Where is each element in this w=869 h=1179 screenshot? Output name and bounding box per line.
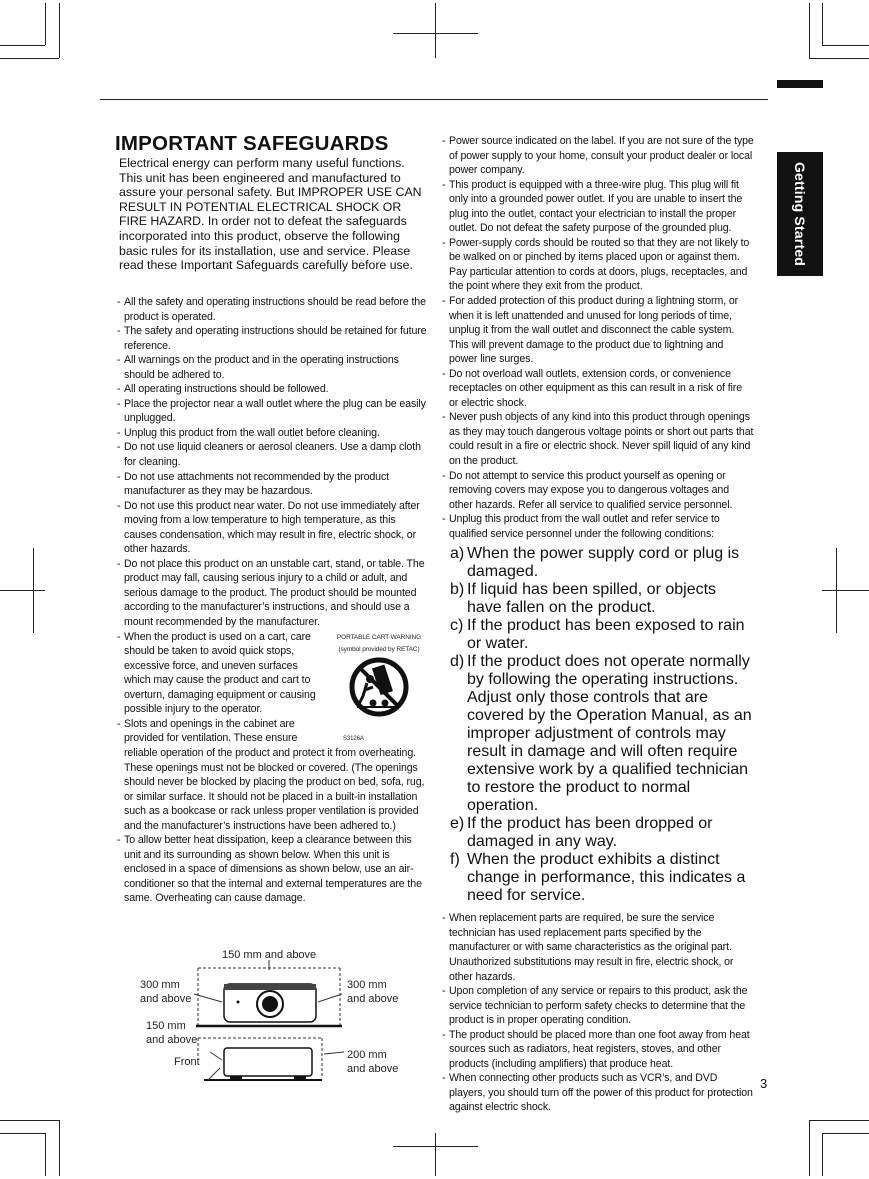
list-item: - Do not attempt to service this product yourself as opening or removing covers may expose you to dangerous voltages and other hazards. Refer all service to qualified service personnel. bbox=[442, 469, 754, 513]
crop-mark bbox=[809, 58, 869, 59]
clearance-top-label: 150 mm and above bbox=[222, 949, 317, 961]
condition-text: If the product does not operate normally by following the operating instructions. Adjust only those controls that are covered by the Operation Manual, as an improper adjustment of controls may result in damage and will often require extensive work by a qualified technician to restore the product to normal operation. bbox=[467, 653, 752, 815]
service-conditions-list bbox=[442, 545, 754, 905]
list-item: - Slots and openings in the cabinet are provided for ventilation. These ensure reliable operation of the product and protect it from overheating. These openings must not be blocked or covered. (The openings should never be blocked by placing the product on bed, sofa, rug, or similar surface. It should not be placed in a built-in installation such as a bookcase or rack unless proper ventilation is provided and the manufacturer’s instructions have been adhered to.) bbox=[117, 717, 429, 833]
intro-paragraph: Electrical energy can perform many useful functions. This unit has been engineered and manufactured to assure your personal safety. But IMPROPER USE CAN RESULT IN POTENTIAL ELECTRICAL SHOCK OR FIRE HAZARD. In order not to defeat the safeguards incorporated into this product, observe the following basic rules for its installation, use and service. Please read these Important Safeguards carefully before use. bbox=[119, 156, 422, 273]
list-item: - Power source indicated on the label. If you are not sure of the type of power supply to your home, consult your product dealer or local power company. bbox=[442, 134, 754, 178]
condition-letter: d) bbox=[450, 653, 465, 671]
crop-mark bbox=[0, 1133, 45, 1134]
crop-mark bbox=[822, 3, 823, 45]
condition-text: If the product has been exposed to rain or water. bbox=[467, 617, 745, 653]
crop-mark bbox=[0, 590, 45, 591]
list-item: - Do not place this product on an unstable cart, stand, or table. The product may fall, causing serious injury to a child or adult, and serious damage to the product. The product should be mounted according to the manufacturer’s instructions, and should use a mount recommended by the manufacturer. bbox=[117, 557, 429, 630]
condition-letter: a) bbox=[450, 545, 465, 563]
cart-item-text: When the product is used on a cart, care should be taken to avoid quick stops, excessive force, and uneven surfaces which may cause the product and cart to overturn, damaging equipment or causing possible injury to the operator. bbox=[124, 630, 316, 716]
condition-letter: e) bbox=[450, 815, 465, 833]
clearance-left-label-top: 300 mm bbox=[140, 979, 180, 991]
list-item: - All warnings on the product and in the operating instructions should be adhered to. bbox=[117, 353, 429, 382]
list-item: - All the safety and operating instructions should be read before the product is operated. bbox=[117, 295, 429, 324]
clearance-diagram-drawing bbox=[190, 958, 430, 1088]
cart-tip-over-icon bbox=[349, 654, 409, 720]
crop-mark bbox=[0, 1120, 59, 1121]
crop-mark bbox=[59, 1120, 60, 1176]
crop-mark bbox=[435, 3, 436, 58]
crop-mark bbox=[809, 1120, 869, 1121]
page-title: IMPORTANT SAFEGUARDS bbox=[115, 132, 389, 155]
crop-mark bbox=[435, 1133, 436, 1176]
section-tab bbox=[777, 152, 823, 276]
list-item: - When replacement parts are required, be sure the service technician has used replacement parts specified by the manufacturer or with same characteristics as the original part. Unauthorized substitutions may result in fire, electric shock, or other hazards. bbox=[442, 911, 754, 984]
clearance-above-label-bottom: and above bbox=[146, 1034, 198, 1046]
crop-mark bbox=[809, 3, 810, 58]
list-item: - Do not overload wall outlets, extension cords, or convenience receptacles on other equipment as this can result in a risk of fire or electric shock. bbox=[442, 367, 754, 411]
header-rule bbox=[100, 99, 768, 100]
list-item: - For added protection of this product during a lightning storm, or when it is left unattended and unused for long periods of time, unplug it from the wall outlet and disconnect the cable system. This will prevent damage to the product due to lightning and power line surges. bbox=[442, 294, 754, 367]
condition-text: If liquid has been spilled, or objects have fallen on the product. bbox=[467, 581, 717, 617]
safeguard-list-left-continued bbox=[117, 717, 429, 906]
crop-mark bbox=[45, 1133, 46, 1176]
safeguard-list-right-continued bbox=[442, 911, 754, 1115]
list-item: - Do not use liquid cleaners or aerosol cleaners. Use a damp cloth for cleaning. bbox=[117, 440, 429, 469]
crop-mark bbox=[0, 58, 59, 59]
clearance-right-label-top: 300 mm bbox=[347, 979, 387, 991]
section-tab-label: Getting Started bbox=[792, 161, 808, 267]
crop-mark bbox=[822, 590, 869, 591]
condition-item bbox=[442, 617, 754, 653]
list-item: - To allow better heat dissipation, keep a clearance between this unit and its surrounding as shown below. When this unit is enclosed in a space of dimensions as shown below, use an air-conditioner so that the internal and external temperatures are the same. Overheating can cause damage. bbox=[117, 833, 429, 906]
crop-mark bbox=[45, 3, 46, 45]
crop-mark bbox=[33, 548, 34, 633]
condition-text: If the product has been dropped or damaged in any way. bbox=[467, 815, 713, 851]
crop-mark bbox=[822, 1133, 869, 1134]
condition-letter: f) bbox=[450, 851, 460, 869]
crop-mark bbox=[59, 3, 60, 58]
crop-mark bbox=[836, 548, 837, 633]
condition-item bbox=[442, 815, 754, 851]
condition-text: When the product exhibits a distinct change in performance, this indicates a need for service. bbox=[467, 851, 746, 905]
right-column bbox=[442, 134, 754, 1115]
list-item: - Upon completion of any service or repairs to this product, ask the service technician to perform safety checks to determine that the product is in proper operating condition. bbox=[442, 984, 754, 1028]
clearance-above-label-top: 150 mm bbox=[146, 1020, 186, 1032]
crop-mark bbox=[0, 45, 45, 46]
crop-mark bbox=[809, 1120, 810, 1176]
list-item: - Unplug this product from the wall outlet before cleaning. bbox=[117, 426, 429, 441]
clearance-rear-label-top: 200 mm bbox=[347, 1049, 387, 1061]
header-tab-bar bbox=[777, 80, 823, 88]
crop-mark bbox=[822, 1133, 823, 1176]
condition-letter: b) bbox=[450, 581, 465, 599]
safeguard-list-right bbox=[442, 134, 754, 541]
list-item: - This product is equipped with a three-wire plug. This plug will fit only into a grounded power outlet. If you are unable to insert the plug into the outlet, contact your electrician to install the proper outlet. Do not defeat the safety purpose of the grounded plug. bbox=[442, 178, 754, 236]
list-item: - Do not use attachments not recommended by the product manufacturer as they may be hazardous. bbox=[117, 470, 429, 499]
list-item: - The safety and operating instructions should be retained for future reference. bbox=[117, 324, 429, 353]
safeguard-list-left bbox=[117, 295, 429, 630]
condition-text: When the power supply cord or plug is damaged. bbox=[467, 545, 740, 581]
cart-warning-subtitle: (symbol provided by RETAC) bbox=[338, 646, 420, 654]
crop-mark bbox=[822, 45, 869, 46]
clearance-left-label-bottom: and above bbox=[140, 993, 192, 1005]
list-item: - When connecting other products such as VCR’s, and DVD players, you should turn off the power of this product for protection against electric shock. bbox=[442, 1071, 754, 1115]
cart-warning-code: S3126A bbox=[343, 735, 364, 742]
page-number: 3 bbox=[760, 1076, 768, 1091]
list-item: - Do not use this product near water. Do not use immediately after moving from a low temperature to high temperature, as this causes condensation, which may result in fire, electric shock, or other hazards. bbox=[117, 499, 429, 557]
condition-item bbox=[442, 653, 754, 815]
list-item: - The product should be placed more than one foot away from heat sources such as radiators, heat registers, stoves, and other products (including amplifiers) that produce heat. bbox=[442, 1028, 754, 1072]
list-item: - Unplug this product from the wall outlet and refer service to qualified service personnel under the following conditions: bbox=[442, 512, 754, 541]
list-item: - Never push objects of any kind into this product through openings as they may touch dangerous voltage points or short out parts that could result in a fire or electric shock. Never spill liquid of any kind on the product. bbox=[442, 410, 754, 468]
cart-item-list bbox=[117, 630, 429, 742]
cart-warning-title: - PORTABLE CART WARNING bbox=[336, 633, 422, 641]
list-item: - All operating instructions should be followed. bbox=[117, 382, 429, 397]
condition-item bbox=[442, 851, 754, 905]
condition-letter: c) bbox=[450, 617, 464, 635]
clearance-rear-label-bottom: and above bbox=[347, 1063, 399, 1075]
condition-item bbox=[442, 581, 754, 617]
list-item: - Power-supply cords should be routed so that they are not likely to be walked on or pinched by items placed upon or against them. Pay particular attention to cords at doors, plugs, receptacles, and the point where they exit from the product. bbox=[442, 236, 754, 294]
clearance-right-label-bottom: and above bbox=[347, 993, 399, 1005]
list-item bbox=[117, 630, 429, 742]
front-label: Front bbox=[174, 1056, 200, 1068]
condition-item bbox=[442, 545, 754, 581]
left-column bbox=[117, 295, 429, 906]
list-item: - Place the projector near a wall outlet where the plug can be easily unplugged. bbox=[117, 397, 429, 426]
